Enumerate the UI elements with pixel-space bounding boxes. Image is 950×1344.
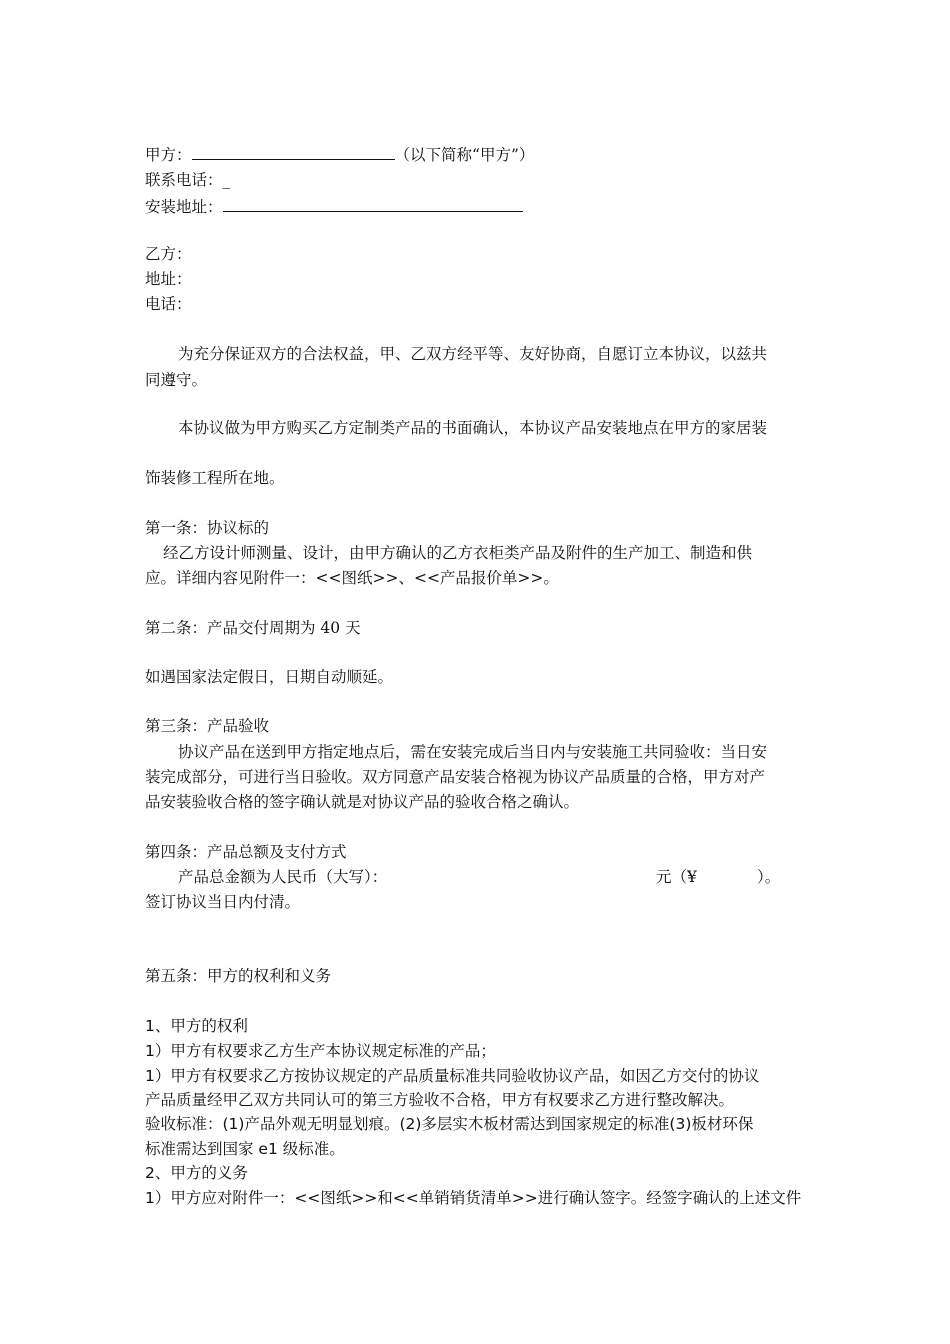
article5-right1: 1）甲方有权要求乙方生产本协议规定标准的产品； xyxy=(145,1042,496,1060)
article3-line1: 协议产品在送到甲方指定地点后，需在安装完成后当日内与安装施工共同验收：当日安 xyxy=(178,743,768,761)
article4-amount-unit: 元（¥ xyxy=(656,868,697,886)
preamble-p1-line2: 同遵守。 xyxy=(145,371,208,389)
article5-right2-line1: 1）甲方有权要求乙方按协议规定的产品质量标准共同验收协议产品，如因乙方交付的协议 xyxy=(145,1067,760,1085)
article2-title: 第二条：产品交付周期为 40 天 xyxy=(145,619,361,637)
party-b-phone-label: 电话： xyxy=(145,295,192,313)
party-b-label: 乙方： xyxy=(145,245,192,263)
party-a-address-line xyxy=(145,196,523,217)
party-a-phone-value: _ xyxy=(222,171,231,189)
party-a-phone-line xyxy=(145,170,230,190)
article5-standard-line2: 标准需达到国家 e1 级标准。 xyxy=(145,1140,345,1158)
party-a-name-blank xyxy=(192,144,395,160)
article2-note: 如遇国家法定假日，日期自动顺延。 xyxy=(145,668,394,686)
article3-title: 第三条：产品验收 xyxy=(145,717,270,735)
article5-right2-line2: 产品质量经甲乙双方共同认可的第三方验收不合格，甲方有权要求乙方进行整改解决。 xyxy=(145,1091,735,1109)
article1-title: 第一条：协议标的 xyxy=(145,519,270,537)
article5-standard-line1: 验收标准：(1)产品外观无明显划痕。(2)多层实木板材需达到国家规定的标准(3)板材环保 xyxy=(145,1115,754,1133)
article4-amount-close: ）。 xyxy=(757,868,781,886)
article3-line2: 装完成部分，可进行当日验收。双方同意产品安装合格视为协议产品质量的合格，甲方对产 xyxy=(145,768,766,786)
party-a-suffix: （以下简称“甲方”） xyxy=(394,146,535,164)
party-b-address-label: 地址： xyxy=(145,270,192,288)
party-a-line xyxy=(145,144,534,165)
article4-title: 第四条：产品总额及支付方式 xyxy=(145,843,347,861)
preamble-p1-line1: 为充分保证双方的合法权益，甲、乙双方经平等、友好协商，自愿订立本协议，以兹共 xyxy=(178,345,768,363)
preamble-p2-line2: 饰装修工程所在地。 xyxy=(145,469,285,487)
party-a-address-label: 安装地址： xyxy=(145,198,223,216)
article4-payment: 签订协议当日内付清。 xyxy=(145,893,301,911)
article4-amount-label: 产品总金额为人民币（大写）： xyxy=(178,868,388,886)
party-a-label: 甲方： xyxy=(145,146,192,164)
article5-duties-title: 2、甲方的义务 xyxy=(145,1164,248,1182)
article5-title: 第五条：甲方的权利和义务 xyxy=(145,967,332,985)
article5-duty1: 1）甲方应对附件一：<<图纸>>和<<单销销货清单>>进行确认签字。经签字确认的上述文件 xyxy=(145,1189,802,1207)
article3-line3: 品安装验收合格的签字确认就是对协议产品的验收合格之确认。 xyxy=(145,793,580,811)
article1-line2: 应。详细内容见附件一：<<图纸>>、<<产品报价单>>。 xyxy=(145,569,559,587)
article1-line1: 经乙方设计师测量、设计，由甲方确认的乙方衣柜类产品及附件的生产加工、制造和供 xyxy=(163,544,753,562)
article5-rights-title: 1、甲方的权利 xyxy=(145,1017,248,1035)
party-a-phone-label: 联系电话： xyxy=(145,171,223,189)
party-a-address-blank xyxy=(223,196,523,212)
preamble-p2-line1: 本协议做为甲方购买乙方定制类产品的书面确认，本协议产品安装地点在甲方的家居装 xyxy=(178,419,768,437)
